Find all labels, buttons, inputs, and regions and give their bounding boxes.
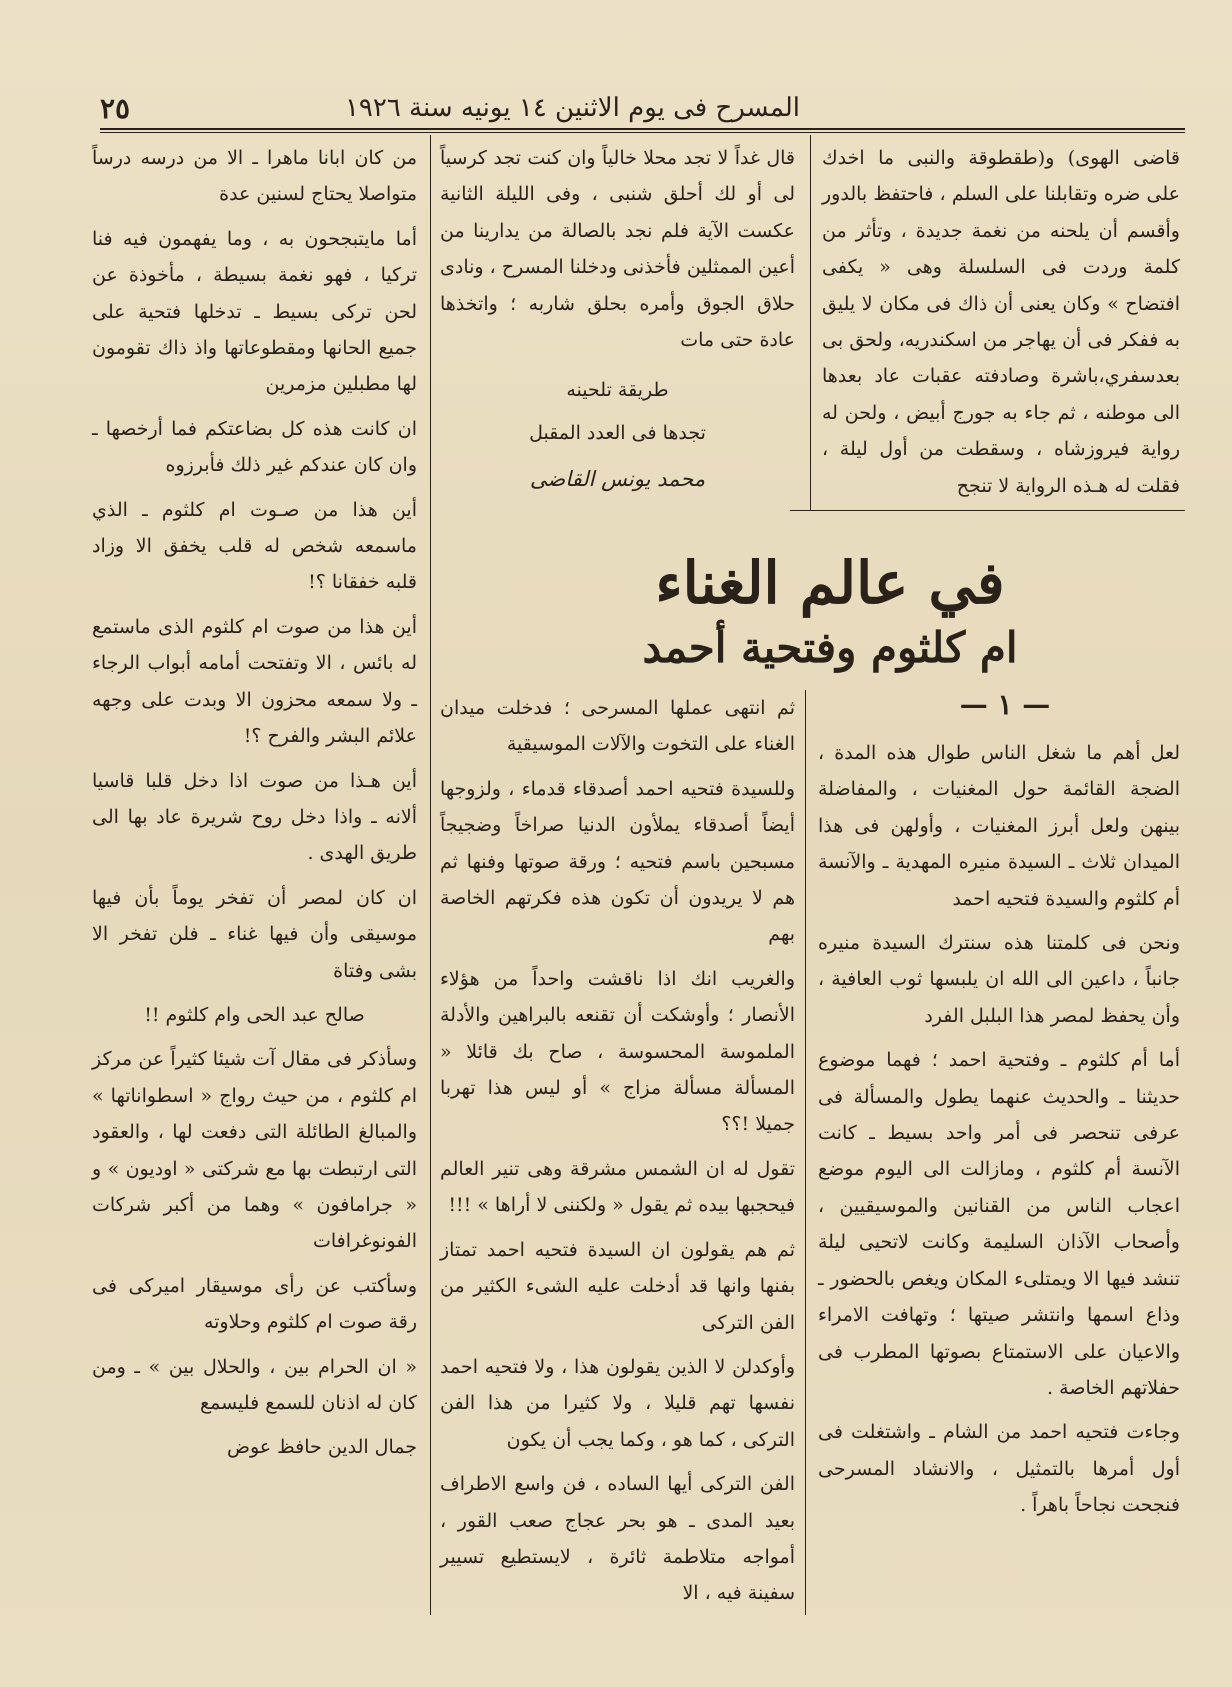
article2-paragraph: تقول له ان الشمس مشرقة وهى تنير العالم فيحجبها بيده ثم يقول « ولكننى لا أراها » !!! — [440, 1157, 795, 1217]
article2-paragraph: ان كانت هذه كل بضاعتكم فما أرخصها ـ وان كان عندكم غير ذلك فأبرزوه — [92, 417, 417, 477]
column-divider-bottom-right — [805, 690, 806, 1615]
article2-paragraph: وسأكتب عن رأى موسيقار اميركى فى رقة صوت ام كلثوم وحلاوته — [92, 1274, 417, 1334]
article2-paragraph: أين هذا من صـوت ام كلثوم ـ الذي ماسمعه شخص له قلب يخفق الا وزاد قلبه خفقانا ؟! — [92, 498, 417, 594]
header-rule — [100, 128, 1185, 130]
section-number: — ١ — — [959, 688, 1051, 721]
article2-paragraph: الفن التركى أيها الساده ، فن واسع الاطراف بعيد المدى ـ هو بحر عجاج صعب القور ، أمواجه متلاطمة ثائرة ، لايستطيع تسيير سفينة فيه ، الا — [440, 1473, 795, 1605]
article2-title: في عالم الغناء — [655, 549, 1005, 617]
article2-paragraph: لعل أهم ما شغل الناس طوال هذه المدة ، الضجة القائمة حول المغنيات ، والمفاضلة بينهن ولعل أبرز المغنيات ، وأولهن فى هذا الميدان ثلاث ـ السيدة منيره المهدية ـ والآنسة أم كلثوم والسيدة فتحيه احمد — [818, 742, 1180, 910]
next-issue-note: تجدها فى العدد المقبل — [529, 421, 706, 444]
header-title: المسرح فى يوم الاثنين ١٤ يونيه سنة ١٩٢٦ — [344, 93, 800, 123]
article1-column-middle — [440, 140, 795, 525]
article2-paragraph: ونحن فى كلمتنا هذه سنترك السيدة منيره جانباً ، داعين الى الله ان يلبسها ثوب العافية ، وأن يحفظ لمصر هذا البلبل الفرد — [818, 932, 1180, 1027]
article2-column-middle — [440, 690, 795, 1610]
article2-paragraph: وأوكدلن لا الذين يقولون هذا ، ولا فتحيه احمد نفسها تهم قليلا ، ولا كثيرا من هذا الفن التركى ، كما هو ، وكما يجب أن يكون — [440, 1355, 795, 1451]
article2-paragraph: وسأذكر فى مقال آت شيئا كثيراً عن مركز ام كلثوم ، من حيث رواج « اسطواناتها » والمبالغ الطائلة التى دفعت لها ، والعقود التى ارتبطت بها مع شركتى « اوديون » و « جرامافون » وهما من أكبر شركات الفونوغرافات — [92, 1048, 417, 1253]
article2-column-right — [818, 735, 1180, 1610]
article2-paragraph: ثم هم يقولون ان السيدة فتحيه احمد تمتاز بفنها وانها قد أدخلت عليه الشىء الكثير من الفن التركى — [440, 1238, 795, 1334]
article2-paragraph: « ان الحرام بين ، والحلال بين » ـ ومن كان له اذنان للسمع فليسمع — [92, 1355, 417, 1414]
article2-paragraph: أين هذا من صوت ام كلثوم الذى ماستمع له بائس ، الا وتفتحت أمامه أبواب الرجاء ـ ولا سمعه محزون الا وبدت على وجهه علائم البشر والفرح ؟! — [92, 615, 417, 748]
header-rule-thin — [100, 132, 1185, 133]
article1-column-right — [822, 140, 1180, 510]
article2-author: جمال الدين حافظ عوض — [226, 1436, 417, 1459]
column-divider-left — [430, 135, 431, 1615]
method-title: طريقة تلحينه — [566, 379, 669, 402]
article2-paragraph: أما أم كلثوم ـ وفتحية احمد ؛ فهما موضوع حديثنا ـ والحديث عنهما يطول والمسألة فى عرفى تنحصر فى أمر واحد بسيط ـ كانت الآنسة أم كلثوم ، ومازالت الى اليوم موضع اعجاب الناس من القنانين والموسيقيين ، وأصحاب الآذان السليمة وكانت لاتحيى ليلة تنشد فيها الا ويمتلىء المكان ويغص بالحضور ـ وذاع اسمها وانتشر صيتها ؛ وتهافت الامراء والاعيان على الاستمتاع بصوتها المطرب فى حفلاتهم الخاصة . — [818, 1049, 1180, 1399]
article2-paragraph: من كان ابانا ماهرا ـ الا من درسه درساً متواصلا يحتاج لسنين عدة — [92, 147, 417, 206]
article2-paragraph: والغريب انك اذا ناقشت واحداً من هؤلاء الأنصار ؛ وأوشكت أن تقنعه بالبراهين والأدلة الملموسة المحسوسة ، صاح بك قائلا « المسألة مسألة مزاج » أو ليس هذا تهربا جميلا !؟؟ — [440, 967, 795, 1136]
article1-paragraph: قال غداً لا تجد محلا خالياً وان كنت تجد كرسياً لى أو لك أحلق شنبى ، وفى الليلة الثانية عكست الآية فلم نجد بالصالة من يدارينا من أعين الممثلين فأخذنى ودخلنا المسرح ، ونادى حلاق الجوق وأمره بحلق شاربه ؛ واتخذها عادة حتى مات — [440, 147, 795, 352]
article2-subtitle: ام كلثوم وفتحية أحمد — [642, 623, 1018, 672]
article2-paragraph: أين هـذا من صوت اذا دخل قلبا قاسيا ألانه ـ واذا دخل روح شريرة عاد بها الى طريق الهدى . — [92, 769, 417, 865]
page-header — [100, 88, 800, 128]
article1-author: محمد يونس القاضى — [529, 467, 706, 492]
page-number: ٢٥ — [100, 91, 131, 125]
article2-column-left — [92, 140, 417, 1610]
article2-paragraph: أما مايتبجحون به ، وما يفهمون فيه فنا تركيا ، فهو نغمة بسيطة ، مأخوذة عن لحن تركى بسيط ـ تدخلها فتحية على جميع الحانها ومقطوعاتها واذ ذاك تقومون لها مطبلين مزمرين — [92, 227, 417, 396]
article2-paragraph: وجاءت فتحيه احمد من الشام ـ واشتغلت فى أول أمرها بالتمثيل ، والانشاد المسرحى فنجحت نجاحاً باهراً . — [818, 1421, 1180, 1517]
article2-paragraph: ثم انتهى عملها المسرحى ؛ فدخلت ميدان الغناء على التخوت والآلات الموسيقية — [440, 697, 795, 756]
column-divider-top-right — [810, 135, 811, 510]
article2-paragraph: ان كان لمصر أن تفخر يوماً بأن فيها موسيقى وأن فيها غناء ـ فلن تفخر الا بشى وفتاة — [92, 886, 417, 982]
article2-paragraph: صالح عبد الحى وام كلثوم !! — [144, 1003, 365, 1026]
article2-paragraph: وللسيدة فتحيه احمد أصدقاء قدماء ، ولزوجها أيضاً أصدقاء يملأون الدنيا صراخاً وضجيجاً مسبحين باسم فتحيه ؛ ورقة صوتها وفنها ثم هم لا يريدون أن تكون هذه فكرتهم الخاصة بهم — [440, 777, 795, 946]
article1-paragraph: قاضى الهوى) و(طقطوقة والنبى ما اخدك على ضره وتقابلنا على السلم ، فاحتفظ بالدور وأقسم أن يلحنه من نغمة جديدة ، وتأثر من كلمة وردت فى السلسلة وهى « يكفى افتضاح » وكان يعنى أن ذاك فى مكان لا يليق به ففكر فى أن يهاجر من اسكندريه، ولحق بى بعدسفري،باشرة وصادفته عقبات عاد بعدها الى موطنه ، ثم جاء به جورج أبيض ، ولحن له رواية فيروزشاه ، وسقطت من أول ليلة ، فقلت له هـذه الرواية لا تنجح — [822, 147, 1180, 497]
article1-end-rule — [790, 510, 1185, 511]
